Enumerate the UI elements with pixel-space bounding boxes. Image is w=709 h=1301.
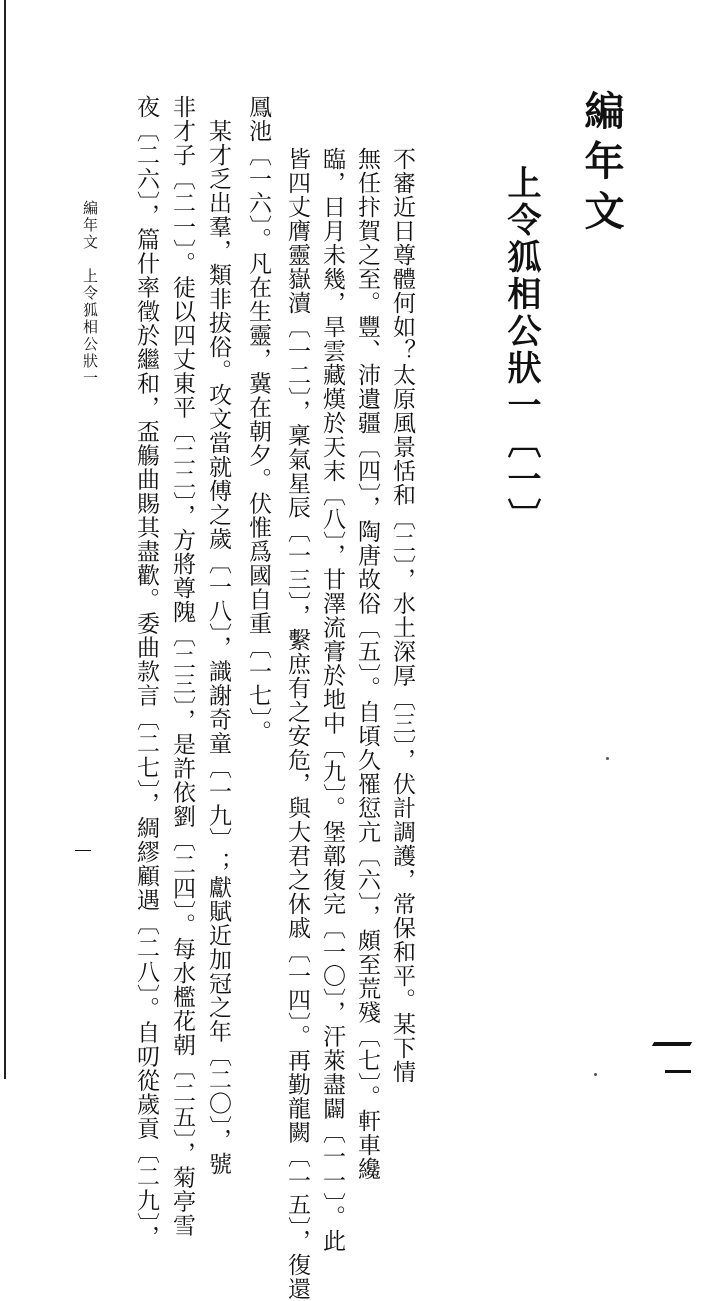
body-line-8: 夜〔二六〕，篇什率徵於繼和，盃觴曲賜其盡歡。委曲款言〔二七〕，綢繆顧遇〔二八〕。自叨從歲貢〔二九〕， (133, 95, 159, 1249)
scan-speck (606, 757, 609, 760)
body-line-7: 非才子〔二一〕。徒以四丈東平〔二二〕，方將尊隗〔二三〕，是許依劉〔二四〕。每水檻花朝〔二五〕，菊亭雪 (169, 95, 195, 1238)
scan-corner-mark-2 (665, 1070, 691, 1073)
body-line-3: 臨，日月未幾，旱雲藏熯於天末〔八〕，甘澤流膏於地中〔九〕。堡鄣復完〔一〇〕，汗萊盡闢〔一一〕。此 (319, 147, 345, 1253)
body-line-6: 某才乏出羣，類非拔俗。攻文當就傅之歲〔一八〕，識謝奇童〔一九〕；獻賦近加冠之年〔二〇〕，號 (205, 95, 231, 1176)
body-line-4: 皆四丈膺靈嶽瀆〔一二〕，稟氣星辰〔一三〕，繫庶有之安危，與大君之休戚〔一四〕。再勤龍闕〔一五〕，復還 (284, 147, 310, 1301)
running-head: 編年文 上令狐相公狀一 (81, 200, 99, 387)
page-number-mark (75, 850, 91, 851)
body-line-2: 無任抃賀之至。豐、沛遺疆〔四〕，陶唐故俗〔五〕。自頃久罹愆亢〔六〕，頗至荒殘〔七〕。軒車纔 (354, 147, 380, 1181)
body-line-5: 鳳池〔一六〕。凡在生靈，冀在朝夕。伏惟爲國自重〔一七〕。 (245, 95, 271, 744)
scan-corner-mark (652, 1042, 692, 1046)
section-title: 編年文 (578, 90, 625, 240)
document-title: 上令狐相公狀一〔一〕 (501, 165, 541, 535)
page-edge-line (4, 0, 6, 1079)
body-line-1: 不審近日尊體何如？太原風景恬和〔二〕，水土深厚〔三〕，伏計調護，常保和平。某下情 (389, 147, 415, 1084)
scan-speck (594, 1073, 597, 1076)
